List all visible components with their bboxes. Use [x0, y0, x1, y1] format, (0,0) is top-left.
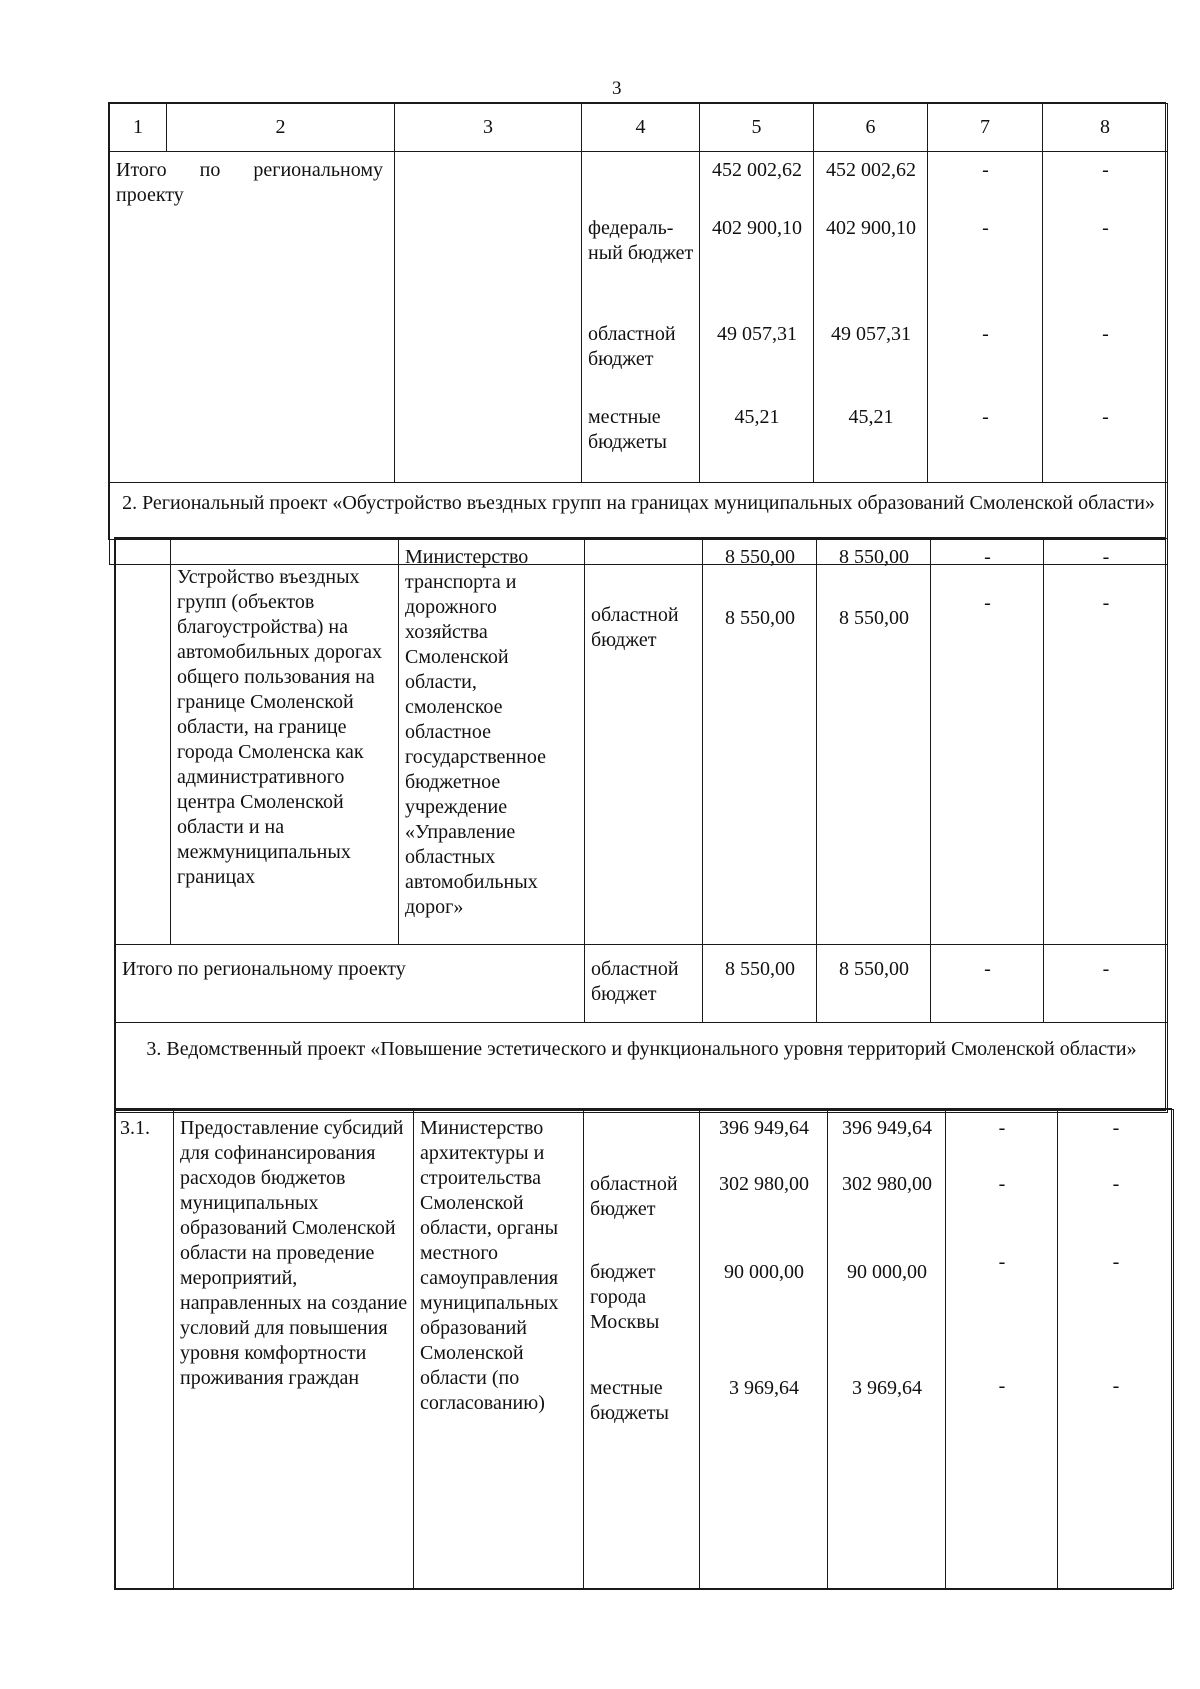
value: 3 969,64 — [852, 1377, 922, 1399]
value: 402 900,10 — [712, 217, 802, 239]
section3-item-row — [116, 1110, 1174, 1589]
item-name: Предоставление субсидий для софинансирования расходов бюджетов муниципальных образований Смоленской области на проведение мероприятий, направленных на создание условий для повышения уровня комфортности проживания граждан — [174, 1110, 414, 1589]
source-text: федераль-ный бюджет — [588, 217, 694, 264]
header-cell: 1 — [110, 104, 167, 152]
value: - — [982, 406, 989, 428]
source-text: местные бюджеты — [588, 406, 667, 453]
table-lower — [114, 1108, 1172, 1590]
item-number: 3.1. — [116, 1110, 174, 1589]
value: - — [1112, 1117, 1120, 1139]
item-name: Устройство въездных групп (объектов благоустройства) на автомобильных дорогах общего пользования на границе Смоленской области, на границе города Смоленска как административного центра Смоленской области и на межмуниципальных границах — [171, 539, 399, 945]
value: 8 550,00 — [725, 546, 795, 568]
value: 452 002,62 — [712, 159, 802, 181]
value: - — [1102, 217, 1109, 239]
num-cell — [116, 539, 171, 945]
section2-title: 2. Региональный проект «Обустройство въездных групп на границах муниципальных образований Смоленской области» — [110, 483, 1168, 565]
value: - — [998, 1117, 1006, 1139]
value: - — [1112, 1173, 1120, 1195]
value: 49 057,31 — [831, 323, 911, 345]
value: 8 550,00 — [839, 607, 909, 629]
header-cell: 2 — [167, 104, 395, 152]
header-cell: 5 — [700, 104, 814, 152]
value: 45,21 — [734, 406, 780, 428]
value: 302 980,00 — [719, 1173, 809, 1195]
value-col-5 — [700, 152, 814, 483]
source-text: областной бюджет — [588, 323, 676, 370]
value: 49 057,31 — [717, 323, 797, 345]
value: 8 550,00 — [817, 945, 931, 1023]
source-text: бюджет города Москвы — [590, 1261, 660, 1333]
section2-total-row — [116, 945, 1168, 1023]
header-cell: 4 — [582, 104, 700, 152]
source-text: областной бюджет — [590, 1173, 678, 1220]
value: - — [1112, 1251, 1120, 1273]
value: - — [998, 1251, 1006, 1273]
value-col-8 — [1044, 539, 1168, 945]
value: - — [1102, 159, 1109, 181]
source-text: местные бюджеты — [590, 1377, 669, 1424]
value: - — [1044, 945, 1168, 1023]
value: 8 550,00 — [703, 945, 817, 1023]
value-col-7 — [928, 152, 1043, 483]
value: 452 002,62 — [826, 159, 916, 181]
value: - — [1112, 1375, 1120, 1397]
value: - — [1102, 406, 1109, 428]
value-col-5 — [703, 539, 817, 945]
value: - — [1102, 323, 1109, 345]
value: - — [984, 546, 991, 568]
value: 302 980,00 — [842, 1173, 932, 1195]
value-col-6 — [814, 152, 928, 483]
executor-cell — [395, 152, 582, 483]
page-number: 3 — [612, 78, 622, 99]
source-cell — [582, 152, 700, 483]
value: 90 000,00 — [847, 1261, 927, 1283]
value: 3 969,64 — [729, 1377, 799, 1399]
executor-cell: Министерство архитектуры и строительства Смоленской области, органы местного самоуправления муниципальных образований Смоленской области (по согласованию) — [414, 1110, 584, 1589]
header-cell: 6 — [814, 104, 928, 152]
value: - — [982, 323, 989, 345]
header-cell: 3 — [395, 104, 582, 152]
value: - — [1102, 592, 1110, 614]
total-label: Итого по региональному проекту — [110, 152, 395, 483]
value: 8 550,00 — [839, 546, 909, 568]
value: 402 900,10 — [826, 217, 916, 239]
table-middle — [114, 537, 1166, 1111]
value-col-5 — [700, 1110, 828, 1589]
value-col-7 — [931, 539, 1044, 945]
value-col-6 — [817, 539, 931, 945]
value: - — [982, 217, 989, 239]
header-cell: 7 — [928, 104, 1043, 152]
header-row — [110, 104, 1168, 152]
value: 45,21 — [848, 406, 894, 428]
value-col-7 — [946, 1110, 1058, 1589]
section2-item-row — [116, 539, 1168, 945]
value: - — [998, 1173, 1006, 1195]
value: - — [931, 945, 1044, 1023]
section3-title: 3. Ведомственный проект «Повышение эстетического и функционального уровня территорий Смоленской области» — [116, 1023, 1168, 1113]
executor-cell: Министерство транспорта и дорожного хозяйства Смоленской области, смоленское областное государственное бюджетное учреждение «Управление областных автомобильных дорог» — [399, 539, 585, 945]
source-text — [584, 1110, 699, 1166]
section-title-row — [116, 1023, 1168, 1113]
total-label: Итого по региональному проекту — [116, 945, 585, 1023]
value-col-8 — [1043, 152, 1168, 483]
total-row-block1 — [110, 152, 1168, 483]
value: - — [982, 159, 989, 181]
value: 8 550,00 — [725, 607, 795, 629]
value: - — [984, 592, 991, 614]
header-cell: 8 — [1043, 104, 1168, 152]
value: - — [1102, 546, 1110, 568]
source-cell — [584, 1110, 700, 1589]
value-col-8 — [1058, 1110, 1174, 1589]
table-upper — [108, 102, 1166, 540]
source-cell: областной бюджет — [585, 945, 703, 1023]
source-text — [582, 152, 699, 210]
value: 396 949,64 — [719, 1117, 809, 1139]
value: 396 949,64 — [842, 1117, 932, 1139]
value-col-6 — [828, 1110, 946, 1589]
value: - — [998, 1375, 1006, 1397]
value: 90 000,00 — [724, 1261, 804, 1283]
source-cell: областной бюджет — [585, 539, 703, 945]
